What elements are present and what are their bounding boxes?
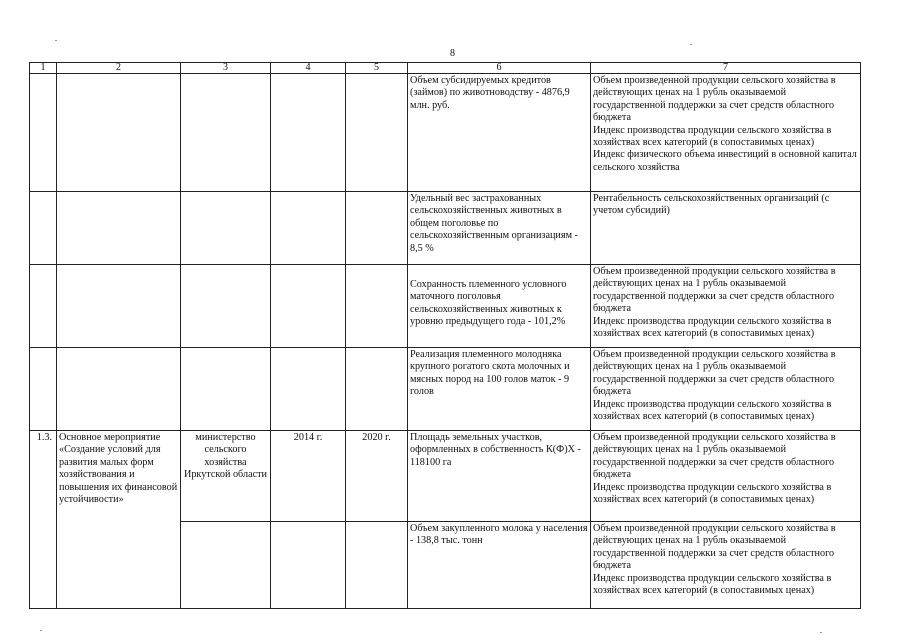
start-year-cell: 2014 г. [271, 431, 346, 522]
result-cell: Объем произведенной продукции сельского хозяйства в действующих ценах на 1 рубль оказываемой государственной поддержки за счет средств областного бюджета Индекс производства продукции сельского хозяйства в хозяйствах всех категорий (в сопоставимых ценах) [591, 265, 861, 348]
executor-cell [181, 192, 271, 265]
executor-cell [181, 74, 271, 192]
column-header: 1 [30, 63, 57, 74]
event-cell [57, 348, 181, 431]
row-number-cell [30, 348, 57, 431]
result-cell: Объем произведенной продукции сельского хозяйства в действующих ценах на 1 рубль оказываемой государственной поддержки за счет средств областного бюджета Индекс производства продукции сельского хозяйства в хозяйствах всех категорий (в сопоставимых ценах) Индекс физического объема инвестиций в основной капитал сельского хозяйства [591, 74, 861, 192]
start-year-cell [271, 74, 346, 192]
indicator-cell: Площадь земельных участков, оформленных в собственность К(Ф)Х - 118100 га [408, 431, 591, 522]
indicator-cell: Удельный вес застрахованных сельскохозяйственных животных в общем поголовье по сельскохозяйственным организациям - 8,5 % [408, 192, 591, 265]
indicator-cell: Реализация племенного молодняка крупного рогатого скота молочных и мясных пород на 100 голов маток - 9 голов [408, 348, 591, 431]
event-cell [57, 74, 181, 192]
indicator-cell: Сохранность племенного условного маточного поголовья сельскохозяйственных животных к уровню предыдущего года - 101,2% [408, 265, 591, 348]
result-cell: Объем произведенной продукции сельского хозяйства в действующих ценах на 1 рубль оказываемой государственной поддержки за счет средств областного бюджета Индекс производства продукции сельского хозяйства в хозяйствах всех категорий (в сопоставимых ценах) [591, 522, 861, 609]
header-row [30, 63, 861, 74]
column-header: 7 [591, 63, 861, 74]
column-header: 4 [271, 63, 346, 74]
start-year-cell [271, 522, 346, 609]
row-number-cell: 1.3. [30, 431, 57, 609]
end-year-cell: 2020 г. [346, 431, 408, 522]
result-cell: Рентабельность сельскохозяйственных организаций (с учетом субсидий) [591, 192, 861, 265]
scan-speck [55, 40, 57, 41]
indicator-cell: Объем субсидируемых кредитов (займов) по животноводству - 4876,9 млн. руб. [408, 74, 591, 192]
table-row [30, 74, 861, 192]
end-year-cell [346, 192, 408, 265]
result-cell: Объем произведенной продукции сельского хозяйства в действующих ценах на 1 рубль оказываемой государственной поддержки за счет средств областного бюджета Индекс производства продукции сельского хозяйства в хозяйствах всех категорий (в сопоставимых ценах) [591, 431, 861, 522]
column-header: 6 [408, 63, 591, 74]
scan-speck [690, 44, 692, 45]
page-number: 8 [450, 48, 455, 59]
start-year-cell [271, 265, 346, 348]
end-year-cell [346, 522, 408, 609]
table-row [30, 265, 861, 348]
end-year-cell [346, 348, 408, 431]
start-year-cell [271, 192, 346, 265]
executor-cell [181, 265, 271, 348]
executor-cell [181, 348, 271, 431]
result-cell: Объем произведенной продукции сельского хозяйства в действующих ценах на 1 рубль оказываемой государственной поддержки за счет средств областного бюджета Индекс производства продукции сельского хозяйства в хозяйствах всех категорий (в сопоставимых ценах) [591, 348, 861, 431]
event-cell [57, 265, 181, 348]
column-header: 5 [346, 63, 408, 74]
row-number-cell [30, 74, 57, 192]
event-cell [57, 192, 181, 265]
start-year-cell [271, 348, 346, 431]
indicator-cell: Объем закупленного молока у населения - 138,8 тыс. тонн [408, 522, 591, 609]
executor-cell: министерство сельского хозяйства Иркутской области [181, 431, 271, 522]
row-number-cell [30, 265, 57, 348]
program-table [29, 62, 861, 609]
table-row [30, 348, 861, 431]
table-row [30, 192, 861, 265]
column-header: 3 [181, 63, 271, 74]
event-cell: Основное мероприятие «Создание условий для развития малых форм хозяйствования и повышения их финансовой устойчивости» [57, 431, 181, 609]
end-year-cell [346, 265, 408, 348]
executor-cell [181, 522, 271, 609]
table-row [30, 431, 861, 522]
end-year-cell [346, 74, 408, 192]
row-number-cell [30, 192, 57, 265]
column-header: 2 [57, 63, 181, 74]
scan-speck [40, 630, 42, 631]
scan-speck [820, 632, 822, 633]
